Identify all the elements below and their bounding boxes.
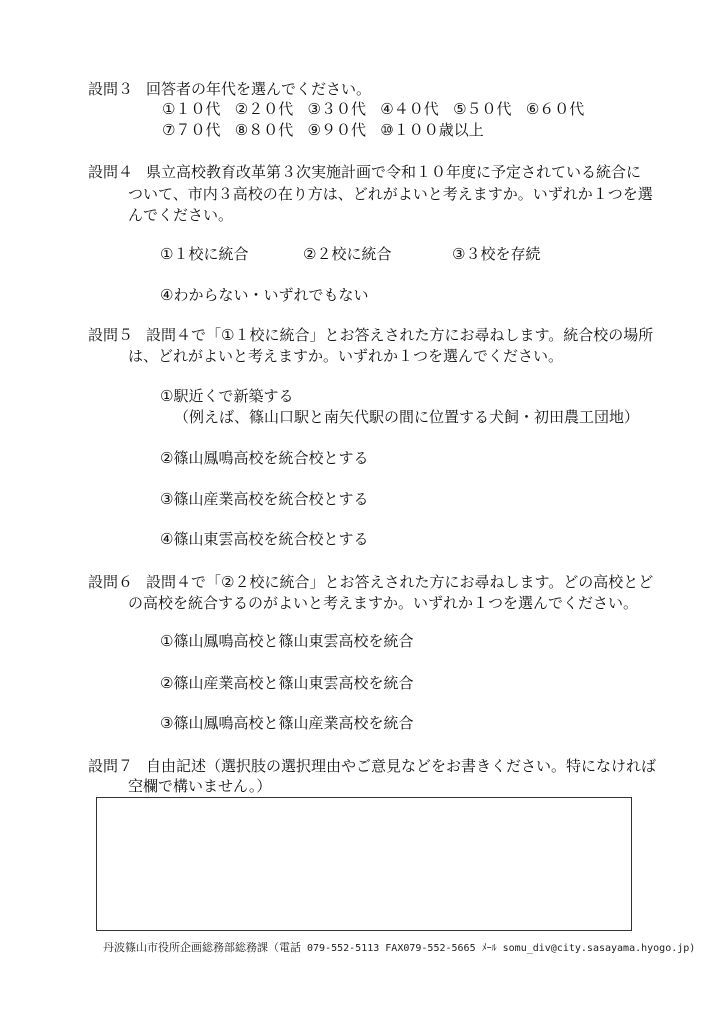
question-4-option-2[interactable]: ②２校に統合 xyxy=(303,245,392,263)
footer-contact-details: 079-552-5113 FAX079-552-5665 ﾒｰﾙ somu_div@city.sasayama.hyogo.jp) xyxy=(301,943,696,954)
question-5-option-3[interactable]: ③篠山産業高校を統合校とする xyxy=(160,490,369,508)
question-3-text: 回答者の年代を選んでください。 xyxy=(146,80,372,98)
question-4-text-line-1: 県立高校教育改革第３次実施計画で令和１０年度に予定されている統合に xyxy=(146,163,642,181)
question-5-option-4[interactable]: ④篠山東雲高校を統合校とする xyxy=(160,530,369,548)
age-option[interactable]: ④４０代 xyxy=(380,100,439,118)
question-5-text-line-1: 設問４で「①１校に統合」とお答えされた方にお尋ねします。統合校の場所 xyxy=(146,326,654,344)
question-6-option-3[interactable]: ③篠山鳳鳴高校と篠山産業高校を統合 xyxy=(160,714,414,732)
question-5-option-1[interactable]: ①駅近くで新築する xyxy=(160,387,294,405)
question-6-option-1[interactable]: ①篠山鳳鳴高校と篠山東雲高校を統合 xyxy=(160,632,414,650)
footer-organization: 丹波篠山市役所企画総務部総務課（電話 xyxy=(103,941,301,954)
footer-contact xyxy=(103,941,695,956)
age-option[interactable]: ⑥６０代 xyxy=(525,100,585,118)
question-3-options-row-2 xyxy=(162,120,484,140)
question-4-option-4[interactable]: ④わからない・いずれでもない xyxy=(160,286,369,304)
question-7-text-line-2: 空欄で構いません。） xyxy=(128,777,272,795)
question-4-number: 設問４ xyxy=(88,163,134,181)
age-option[interactable]: ⑤５０代 xyxy=(453,100,512,118)
question-3-number: 設問３ xyxy=(88,80,134,98)
question-7-number: 設問７ xyxy=(88,757,134,775)
age-option[interactable]: ⑩１００歳以上 xyxy=(380,121,484,139)
question-4-option-3[interactable]: ③３校を存続 xyxy=(452,245,541,263)
age-option[interactable]: ⑧８０代 xyxy=(234,121,294,139)
question-6-text-line-2: の高校を統合するのがよいと考えますか。いずれか１つを選んでください。 xyxy=(128,594,639,612)
question-6-number: 設問６ xyxy=(88,573,134,591)
question-5-option-2[interactable]: ②篠山鳳鳴高校を統合校とする xyxy=(160,449,369,467)
question-4-option-1[interactable]: ①１校に統合 xyxy=(160,245,249,263)
age-option[interactable]: ②２０代 xyxy=(234,100,294,118)
question-5-number: 設問５ xyxy=(88,326,134,344)
question-5-text-line-2: は、どれがよいと考えますか。いずれか１つを選んでください。 xyxy=(128,347,564,365)
question-7-text-line-1: 自由記述（選択肢の選択理由やご意見などをお書きください。特になければ xyxy=(146,757,657,775)
question-5-option-1-note: （例えば、篠山口駅と南矢代駅の間に位置する犬飼・初田農工団地） xyxy=(174,408,640,426)
question-6-option-2[interactable]: ②篠山産業高校と篠山東雲高校を統合 xyxy=(160,674,414,692)
question-4-text-line-3: んでください。 xyxy=(128,206,234,224)
age-option[interactable]: ③３０代 xyxy=(307,100,366,118)
age-option[interactable]: ①１０代 xyxy=(162,100,221,118)
age-option[interactable]: ⑨９０代 xyxy=(307,121,366,139)
age-option[interactable]: ⑦７０代 xyxy=(162,121,221,139)
free-comment-box[interactable] xyxy=(96,797,632,931)
question-3-options-row-1 xyxy=(162,99,584,119)
question-6-text-line-1: 設問４で「②２校に統合」とお答えされた方にお尋ねします。どの高校とど xyxy=(146,573,654,591)
question-4-text-line-2: ついて、市内３高校の在り方は、どれがよいと考えますか。いずれか１つを選 xyxy=(128,185,653,203)
